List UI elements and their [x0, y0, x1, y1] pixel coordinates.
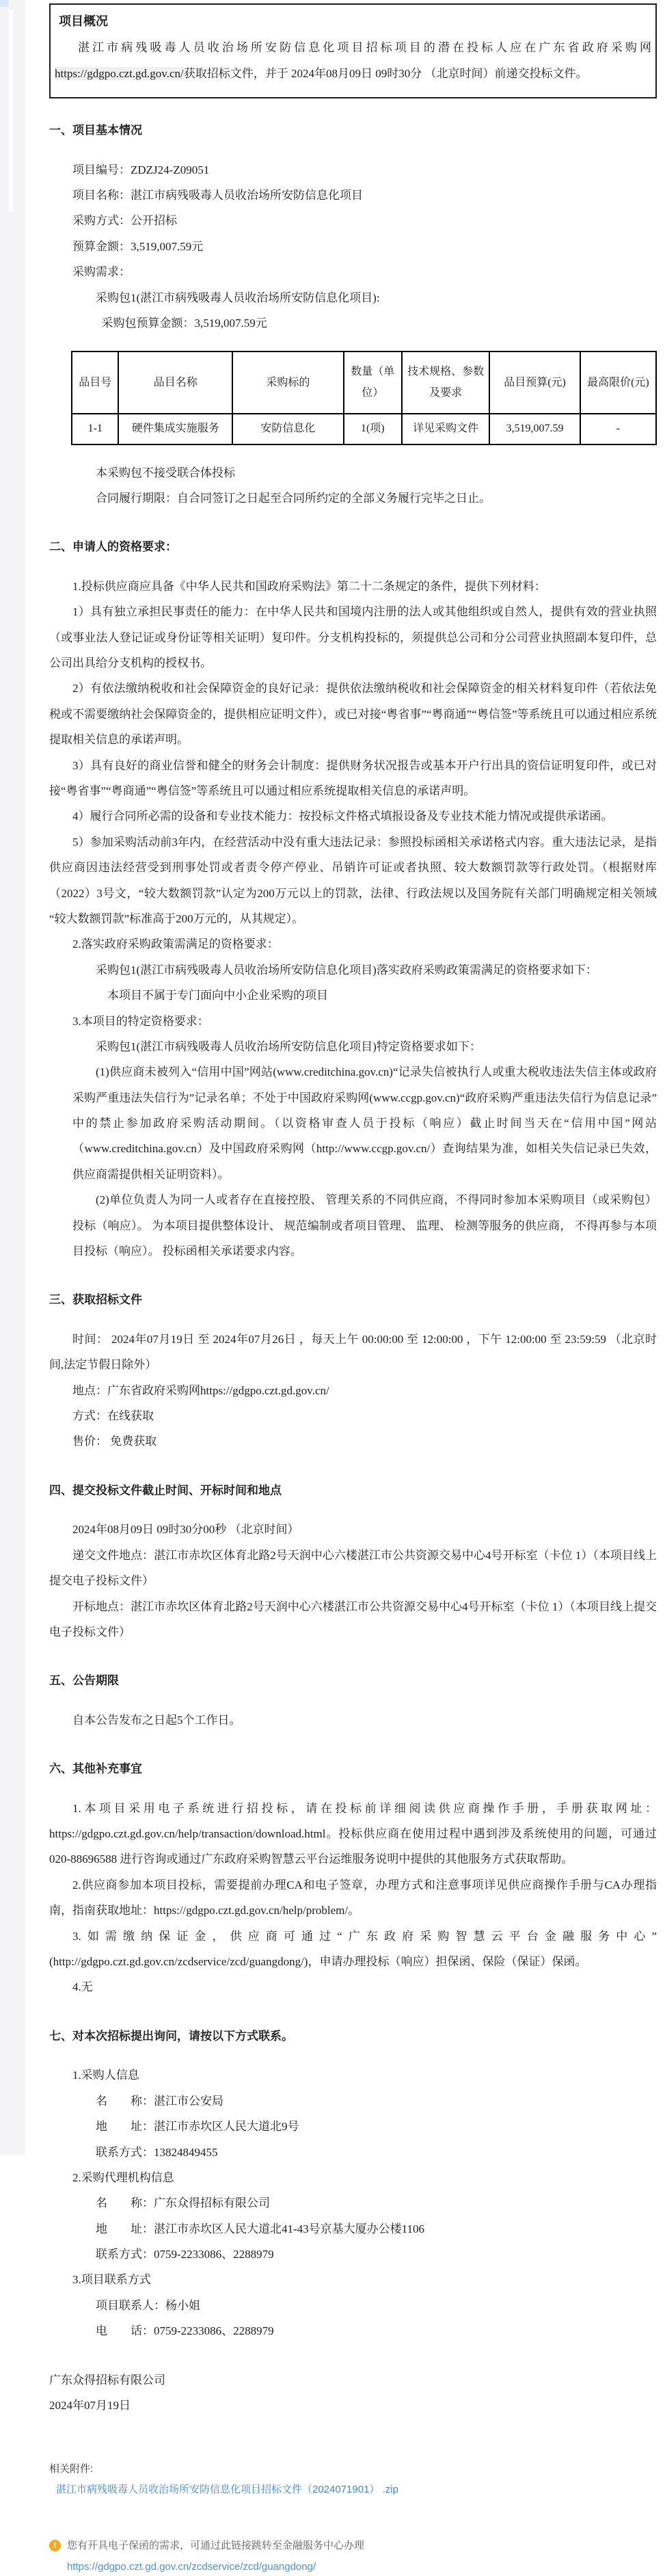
cell-max-price: -	[580, 414, 656, 444]
corner-chip	[0, 0, 9, 7]
section1-heading: 一、项目基本情况	[49, 124, 142, 137]
attachments-label: 相关附件:	[49, 2463, 94, 2475]
qualification-paragraph: 1.投标供应商应具备《中华人民共和国政府采购法》第二十二条规定的条件，提供下列材料：	[72, 579, 546, 593]
qualification-paragraph: 3.本项目的特定资格要求：	[72, 1014, 209, 1028]
qualification-paragraph: 4）履行合同所必需的设备和专业技术能力：按投标文件格式填报设备及专业技术能力情况或提供承诺函。	[72, 810, 613, 823]
qualification-paragraph: 本项目不属于专门面向中小企业采购的项目	[107, 989, 328, 1002]
qualification-paragraph: 2.落实政府采购政策需满足的资格要求：	[72, 938, 279, 951]
left-rail	[0, 0, 25, 2155]
section5-heading: 五、公告期限	[49, 1674, 119, 1688]
note-contract-term: 合同履行期限：自合同签订之日起至合同所约定的全部义务履行完毕之日止。	[96, 491, 491, 505]
agent-info-title: 2.采购代理机构信息	[72, 2170, 174, 2184]
section2-heading: 二、申请人的资格要求：	[49, 540, 177, 554]
other-matter-line: 2.供应商参加本项目投标，需要提前办理CA和电子签章，办理方式和注意事项详见供应商操作手册与CA办理指南，指南获取地址：https://gdgpo.czt.gd.gov.cn/help/problem/。	[49, 1878, 657, 1917]
section-contacts	[49, 2028, 657, 2344]
field-procurement-method: 采购方式：公开招标	[72, 214, 177, 228]
cell-item-no: 1-1	[72, 414, 118, 444]
overview-title: 项目概况	[59, 14, 108, 28]
package-budget-line: 采购包预算金额：3,519,007.59元	[101, 317, 267, 330]
scrollbar-thumb[interactable]	[9, 10, 13, 212]
cell-item-name: 硬件集成实施服务	[118, 414, 232, 444]
header-procurement-subject: 采购标的	[232, 351, 343, 414]
qualification-paragraph: 2）有依法缴纳税收和社会保障资金的良好记录：提供依法缴纳税收和社会保障资金的相关材料复印件（若依法免税或不需要缴纳社会保障资金的，提供相应证明文件），或已对接“粤省事”“粤商通”“粤信签”等系统且可以通过相应系统提取相关信息的承诺声明。	[49, 682, 657, 747]
section3-heading: 三、获取招标文件	[49, 1293, 142, 1307]
field-project-number: 项目编号：ZDZJ24-Z09051	[72, 163, 210, 176]
attachments-block	[49, 2460, 657, 2498]
agent-contact: 联系方式：0759-2233086、2288979	[96, 2248, 274, 2261]
section7-heading: 七、对本次招标提出询问，请按以下方式联系。	[49, 2029, 293, 2043]
buyer-info-title: 1.采购人信息	[72, 2069, 139, 2082]
attachment-file-link[interactable]: 湛江市病残吸毒人员收治场所安防信息化项目招标文件（2024071901） .zip	[56, 2483, 398, 2495]
announcement-period-line: 自本公告发布之日起5个工作日。	[72, 1713, 241, 1727]
signature-date: 2024年07月19日	[49, 2399, 131, 2413]
obtain-price-line: 售价： 免费获取	[72, 1435, 157, 1448]
header-item-name: 品目名称	[118, 351, 232, 414]
buyer-contact: 联系方式：13824849455	[96, 2145, 218, 2159]
qualification-paragraph: 采购包1(湛江市病残吸毒人员收治场所安防信息化项目)落实政府采购政策需满足的资格要求如下：	[96, 963, 597, 977]
financial-service-link[interactable]: https://gdgpo.czt.gd.gov.cn/zcdservice/zcd/guangdong/	[67, 2561, 316, 2573]
submission-place-line: 递交文件地点：湛江市赤坎区体育北路2号天润中心六楼湛江市公共资源交易中心4号开标室（卡位 1）（本项目线上提交电子投标文件）	[49, 1548, 657, 1588]
field-budget-amount: 预算金额：3,519,007.59元	[72, 239, 204, 253]
section-other-matters	[49, 1760, 657, 2000]
overview-intro	[55, 35, 651, 86]
signature-company: 广东众得招标有限公司	[49, 2373, 165, 2387]
project-contact-phone: 电 话：0759-2233086、2288979	[96, 2324, 274, 2338]
items-table	[71, 351, 657, 444]
cell-item-budget: 3,519,007.59	[489, 414, 580, 444]
buyer-name: 名 称：湛江市公安局	[96, 2094, 223, 2108]
overview-intro-url: https://gdgpo.czt.gd.gov.cn/	[55, 66, 184, 80]
cell-quantity-unit: 1(项)	[344, 414, 403, 444]
qualification-paragraph: 3）具有良好的商业信誉和健全的财务会计制度：提供财务状况报告或基本开户行出具的资信证明复印件，或已对接“粤省事”“粤商通”“粤信签”等系统且可以通过相应系统提取相关信息的承诺声明。	[49, 758, 657, 797]
buyer-address: 地 址：湛江市赤坎区人民大道北9号	[96, 2120, 299, 2134]
guarantee-notice	[49, 2536, 657, 2576]
obtain-method-line: 方式：在线获取	[72, 1409, 154, 1423]
signature-block	[49, 2367, 657, 2419]
exclamation-icon: !	[49, 2540, 61, 2551]
field-project-name: 项目名称：湛江市病残吸毒人员收治场所安防信息化项目	[72, 189, 363, 202]
section6-heading: 六、其他补充事宜	[49, 1762, 142, 1776]
note-no-consortium: 本采购包不接受联合体投标	[96, 466, 235, 479]
project-contact-title: 3.项目联系方式	[72, 2273, 151, 2287]
qualification-paragraph: 1）具有独立承担民事责任的能力：在中华人民共和国境内注册的法人或其他组织或自然人，提供有效的营业执照（或事业法人登记证或身份证等相关证明）复印件。分支机构投标的，须提供总公司和分公司营业执照副本复印件，总公司出具给分支机构的授权书。	[49, 605, 657, 670]
other-matter-line: 4.无	[72, 1980, 93, 1994]
agent-address: 地 址：湛江市赤坎区人民大道北41-43号京基大厦办公楼1106	[96, 2222, 425, 2235]
qualification-paragraph: (1)供应商未被列入“信用中国”网站(www.creditchina.gov.cn)“记录失信被执行人或重大税收违法失信主体或政府采购严重违法失信行为”记录名单；不处于中国政府采购网(www.ccgp.gov.cn)“政府采购严重违法失信行为信息记录”中的禁止参加政府采购活动期间。（以资格审查人员于投标（响应）截止时间当天在“信用中国”网站（www.creditchina.gov.cn）及中国政府采购网（http://www.ccgp.gov.cn/）查询结果为准，如相关失信记录已失效，供应商需提供相关证明资料）。	[72, 1065, 657, 1181]
qualification-paragraph: (2)单位负责人为同一人或者存在直接控股、 管理关系的不同供应商，不得同时参加本采购项目（或采购包） 投标（响应）。 为本项目提供整体设计、 规范编制或者项目管理、 监理、 检测等服务的供应商， 不得再参与本项目投标（响应）。 投标函相关承诺要求内容。	[72, 1193, 657, 1258]
section4-heading: 四、提交投标文件截止时间、开标时间和地点	[49, 1483, 282, 1497]
section-qualification	[49, 538, 657, 1264]
other-matter-line: 1.本项目采用电子系统进行招投标，请在投标前详细阅读供应商操作手册，手册获取网址：https://gdgpo.czt.gd.gov.cn/help/transaction/download.html。投标供应商在使用过程中遇到涉及系统使用的问题，可通过020-88696588 进行咨询或通过广东政府采购智慧云平台运维服务说明中提供的其他服务方式获取帮助。	[49, 1801, 657, 1866]
cell-procurement-subject: 安防信息化	[232, 414, 343, 444]
qualification-paragraph: 采购包1(湛江市病残吸毒人员收治场所安防信息化项目)特定资格要求如下：	[96, 1039, 481, 1053]
section-obtain-documents	[49, 1291, 657, 1454]
header-item-budget: 品目预算(元)	[489, 351, 580, 414]
section-deadline-opening	[49, 1482, 657, 1645]
overview-intro-pre: 湛江市病残吸毒人员收治场所安防信息化项目招标项目的潜在投标人应在广东省政府采购网	[78, 41, 651, 55]
notice-text: 您有开具电子保函的需求，可通过此链接跳转至金融服务中心办理	[67, 2540, 365, 2552]
opening-place-line: 开标地点：湛江市赤坎区体育北路2号天润中心六楼湛江市公共资源交易中心4号开标室（卡位 1）（本项目线上提交电子投标文件）	[49, 1599, 657, 1638]
header-tech-spec: 技术规格、参数及要求	[402, 351, 489, 414]
project-overview-box	[49, 3, 657, 98]
qualification-paragraph: 5）参加采购活动前3年内，在经营活动中没有重大违法记录：参照投标函相关承诺格式内容。重大违法记录，是指供应商因违法经营受到刑事处罚或者责令停产停业、吊销许可证或者执照、较大数额罚款等行政处罚。（根据财库（2022）3号文，“较大数额罚款”认定为200万元以上的罚款，法律、行政法规以及国务院有关部门明确规定相关领域“较大数额罚款”标准高于200万元的，从其规定）。	[49, 835, 657, 925]
agent-name: 名 称：广东众得招标有限公司	[96, 2196, 270, 2210]
project-contact-person: 项目联系人：杨小姐	[96, 2298, 200, 2312]
table-header-row	[72, 351, 656, 414]
other-matter-line: 3.如需缴纳保证金，供应商可通过“广东政府采购智慧云平台金融服务中心”(http://gdgpo.czt.gd.gov.cn/zcdservice/zcd/guangdong/)，申请办理投标（响应）担保函、保险（保证）保函。	[49, 1929, 657, 1969]
header-item-no: 品目号	[72, 351, 118, 414]
table-row	[72, 414, 656, 444]
section-announcement-period	[49, 1672, 657, 1733]
deadline-time-line: 2024年08月09日 09时30分00秒 （北京时间）	[72, 1523, 299, 1537]
field-procurement-demand: 采购需求：	[72, 265, 131, 279]
overview-intro-post: 获取招标文件，并于 2024年08月09日 09时30分 （北京时间）前递交投标文件。	[183, 66, 588, 80]
section-basic-info	[49, 122, 657, 511]
document-body	[25, 0, 665, 2576]
obtain-place-line: 地点：广东省政府采购网https://gdgpo.czt.gd.gov.cn/	[72, 1383, 329, 1397]
obtain-time-line: 时间： 2024年07月19日 至 2024年07月26日 ，每天上午 00:00:00 至 12:00:00 ，下午 12:00:00 至 23:59:59 （北京时间,法定节假日除外）	[49, 1332, 657, 1372]
header-quantity-unit: 数量（单位）	[344, 351, 403, 414]
header-max-price: 最高限价(元)	[580, 351, 656, 414]
cell-tech-spec: 详见采购文件	[402, 414, 489, 444]
package-line: 采购包1(湛江市病残吸毒人员收治场所安防信息化项目):	[96, 291, 380, 304]
